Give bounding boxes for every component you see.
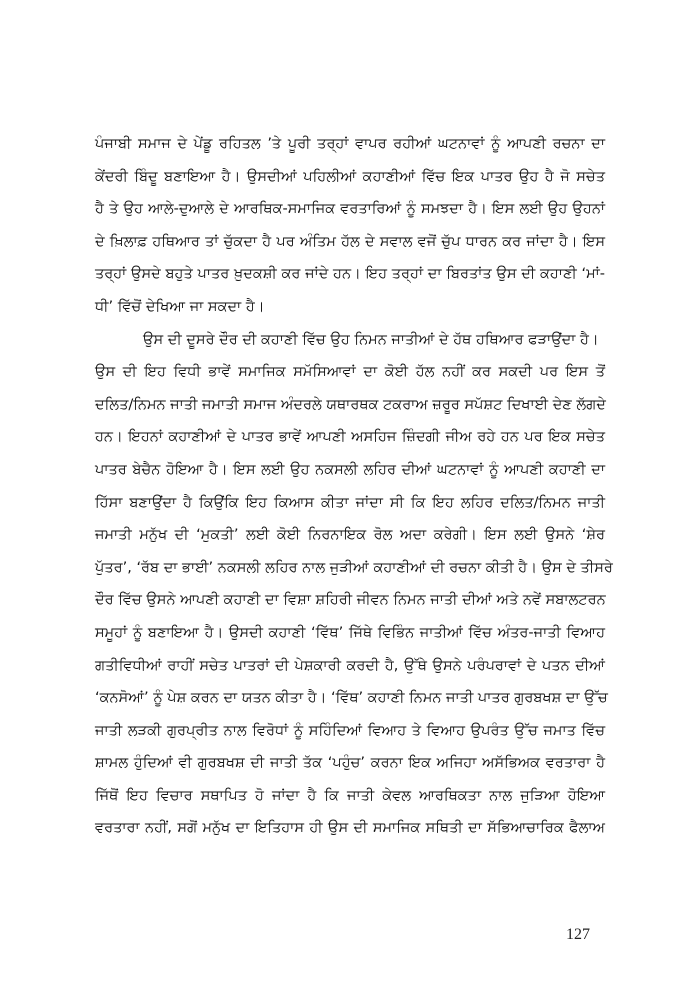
text-line: ਪੰਜਾਬੀ ਸਮਾਜ ਦੇ ਪੇਂਡੂ ਰਹਿਤਲ ’ਤੇ ਪੂਰੀ ਤਰ੍ਹਾਂ ਵਾਪਰ ਰਹੀਆਂ ਘਟਨਾਵਾਂ ਨੂੰ ਆਪਣੀ ਰਚਨਾ ਦਾ bbox=[95, 136, 605, 152]
text-line: ਸ਼ਾਮਲ ਹੁੰਦਿਆਂ ਵੀ ਗੁਰਬਖਸ਼ ਦੀ ਜਾਤੀ ਤੱਕ ‘ਪਹੁੰਚ’ ਕਰਨਾ ਇਕ ਅਜਿਹਾ ਅਸੱਭਿਅਕ ਵਰਤਾਰਾ ਹੈ bbox=[95, 755, 605, 772]
text-line: ਹੈ ਤੇ ਉਹ ਆਲੇ-ਦੁਆਲੇ ਦੇ ਆਰਥਿਕ-ਸਮਾਜਿਕ ਵਰਤਾਰਿਆਂ ਨੂੰ ਸਮਝਦਾ ਹੈ। ਇਸ ਲਈ ਉਹ ਉਹਨਾਂ bbox=[95, 201, 605, 218]
text-line: ਗਤੀਵਿਧੀਆਂ ਰਾਹੀਂ ਸਚੇਤ ਪਾਤਰਾਂ ਦੀ ਪੇਸ਼ਕਾਰੀ ਕਰਦੀ ਹੈ, ਉੱਥੇ ਉਸਨੇ ਪਰੰਪਰਾਵਾਂ ਦੇ ਪਤਨ ਦੀਆਂ bbox=[95, 657, 605, 674]
text-line: ਉਸ ਦੀ ਦੂਸਰੇ ਦੌਰ ਦੀ ਕਹਾਣੀ ਵਿੱਚ ਉਹ ਨਿਮਨ ਜਾਤੀਆਂ ਦੇ ਹੱਥ ਹਥਿਆਰ ਫੜਾਉਂਦਾ ਹੈ। bbox=[143, 331, 599, 348]
text-line: ਹਨ। ਇਹਨਾਂ ਕਹਾਣੀਆਂ ਦੇ ਪਾਤਰ ਭਾਵੇਂ ਆਪਣੀ ਅਸਹਿਜ ਜ਼ਿੰਦਗੀ ਜੀਅ ਰਹੇ ਹਨ ਪਰ ਇਕ ਸਚੇਤ bbox=[95, 429, 605, 446]
paragraph-1 bbox=[95, 128, 605, 324]
text-line: ਪਾਤਰ ਬੇਚੈਨ ਹੋਇਆ ਹੈ। ਇਸ ਲਈ ਉਹ ਨਕਸਲੀ ਲਹਿਰ ਦੀਆਂ ਘਟਨਾਵਾਂ ਨੂੰ ਆਪਣੀ ਕਹਾਣੀ ਦਾ bbox=[95, 461, 605, 478]
text-line: ‘ਕਨਸੋਆਂ’ ਨੂੰ ਪੇਸ਼ ਕਰਨ ਦਾ ਯਤਨ ਕੀਤਾ ਹੈ। ‘ਵਿੱਥ’ ਕਹਾਣੀ ਨਿਮਨ ਜਾਤੀ ਪਾਤਰ ਗੁਰਬਖਸ਼ ਦਾ ਉੱਚ bbox=[95, 690, 608, 707]
text-line: ਦਲਿਤ/ਨਿਮਨ ਜਾਤੀ ਜਮਾਤੀ ਸਮਾਜ ਅੰਦਰਲੇ ਯਥਾਰਥਕ ਟਕਰਾਅ ਜ਼ਰੂਰ ਸਪੱਸ਼ਟ ਦਿਖਾਈ ਦੇਣ ਲੱਗਦੇ bbox=[95, 396, 606, 413]
text-line: ਪੁੱਤਰ’, ‘ਰੱਬ ਦਾ ਭਾਈ’ ਨਕਸਲੀ ਲਹਿਰ ਨਾਲ ਜੁੜੀਆਂ ਕਹਾਣੀਆਂ ਦੀ ਰਚਨਾ ਕੀਤੀ ਹੈ। ਉਸ ਦੇ ਤੀਸਰੇ bbox=[95, 559, 613, 576]
text-line: ਜਾਤੀ ਲੜਕੀ ਗੁਰਪ੍ਰੀਤ ਨਾਲ ਵਿਰੋਧਾਂ ਨੂੰ ਸਹਿੰਦਿਆਂ ਵਿਆਹ ਤੇ ਵਿਆਹ ਉਪਰੰਤ ਉੱਚ ਜਮਾਤ ਵਿੱਚ bbox=[95, 722, 605, 739]
text-line: ਕੇਂਦਰੀ ਬਿੰਦੂ ਬਣਾਇਆ ਹੈ। ਉਸਦੀਆਂ ਪਹਿਲੀਆਂ ਕਹਾਣੀਆਂ ਵਿੱਚ ਇਕ ਪਾਤਰ ਉਹ ਹੈ ਜੋ ਸਚੇਤ bbox=[95, 168, 605, 185]
text-line: ਵਰਤਾਰਾ ਨਹੀਂ, ਸਗੋਂ ਮਨੁੱਖ ਦਾ ਇਤਿਹਾਸ ਹੀ ਉਸ ਦੀ ਸਮਾਜਿਕ ਸਥਿਤੀ ਦਾ ਸੱਭਿਆਚਾਰਿਕ ਫੈਲਾਅ bbox=[95, 820, 605, 837]
text-line: ਜਿੱਥੋਂ ਇਹ ਵਿਚਾਰ ਸਥਾਪਿਤ ਹੋ ਜਾਂਦਾ ਹੈ ਕਿ ਜਾਤੀ ਕੇਵਲ ਆਰਥਿਕਤਾ ਨਾਲ ਜੁੜਿਆ ਹੋਇਆ bbox=[95, 787, 605, 804]
text-line: ਤਰ੍ਹਾਂ ਉਸਦੇ ਬਹੁਤੇ ਪਾਤਰ ਖ਼ੁਦਕਸ਼ੀ ਕਰ ਜਾਂਦੇ ਹਨ। ਇਹ ਤਰ੍ਹਾਂ ਦਾ ਬਿਰਤਾਂਤ ਉਸ ਦੀ ਕਹਾਣੀ ‘ਮਾਂ- bbox=[95, 266, 605, 283]
text-line: ਜਮਾਤੀ ਮਨੁੱਖ ਦੀ ‘ਮੁਕਤੀ’ ਲਈ ਕੋਈ ਨਿਰਨਾਇਕ ਰੋਲ ਅਦਾ ਕਰੇਗੀ। ਇਸ ਲਈ ਉਸਨੇ ‘ਸ਼ੇਰ bbox=[95, 527, 605, 544]
text-line: ਦੇ ਖ਼ਿਲਾਫ਼ ਹਥਿਆਰ ਤਾਂ ਚੁੱਕਦਾ ਹੈ ਪਰ ਅੰਤਿਮ ਹੱਲ ਦੇ ਸਵਾਲ ਵਜੋਂ ਚੁੱਪ ਧਾਰਨ ਕਰ ਜਾਂਦਾ ਹੈ। ਇਸ bbox=[95, 233, 605, 250]
paragraph-2 bbox=[95, 324, 613, 846]
text-line: ਹਿੱਸਾ ਬਣਾਉਂਦਾ ਹੈ ਕਿਉਂਕਿ ਇਹ ਕਿਆਸ ਕੀਤਾ ਜਾਂਦਾ ਸੀ ਕਿ ਇਹ ਲਹਿਰ ਦਲਿਤ/ਨਿਮਨ ਜਾਤੀ bbox=[95, 494, 605, 511]
text-line: ਸਮੂਹਾਂ ਨੂੰ ਬਣਾਇਆ ਹੈ। ਉਸਦੀ ਕਹਾਣੀ ‘ਵਿੱਥ’ ਜਿੱਥੇ ਵਿਭਿੰਨ ਜਾਤੀਆਂ ਵਿੱਚ ਅੰਤਰ-ਜਾਤੀ ਵਿਆਹ bbox=[95, 624, 605, 641]
text-line: ਧੀ’ ਵਿੱਚੋਂ ਦੇਖਿਆ ਜਾ ਸਕਦਾ ਹੈ। bbox=[95, 298, 265, 315]
body-text bbox=[95, 128, 613, 845]
text-line: ਦੌਰ ਵਿੱਚ ਉਸਨੇ ਆਪਣੀ ਕਹਾਣੀ ਦਾ ਵਿਸ਼ਾ ਸ਼ਹਿਰੀ ਜੀਵਨ ਨਿਮਨ ਜਾਤੀ ਦੀਆਂ ਅਤੇ ਨਵੇਂ ਸਬਾਲਟਰਨ bbox=[95, 592, 606, 609]
page-number: 127 bbox=[566, 926, 590, 943]
text-line: ਉਸ ਦੀ ਇਹ ਵਿਧੀ ਭਾਵੇਂ ਸਮਾਜਿਕ ਸਮੱਸਿਆਵਾਂ ਦਾ ਕੋਈ ਹੱਲ ਨਹੀਂ ਕਰ ਸਕਦੀ ਪਰ ਇਸ ਤੋਂ bbox=[95, 364, 605, 381]
